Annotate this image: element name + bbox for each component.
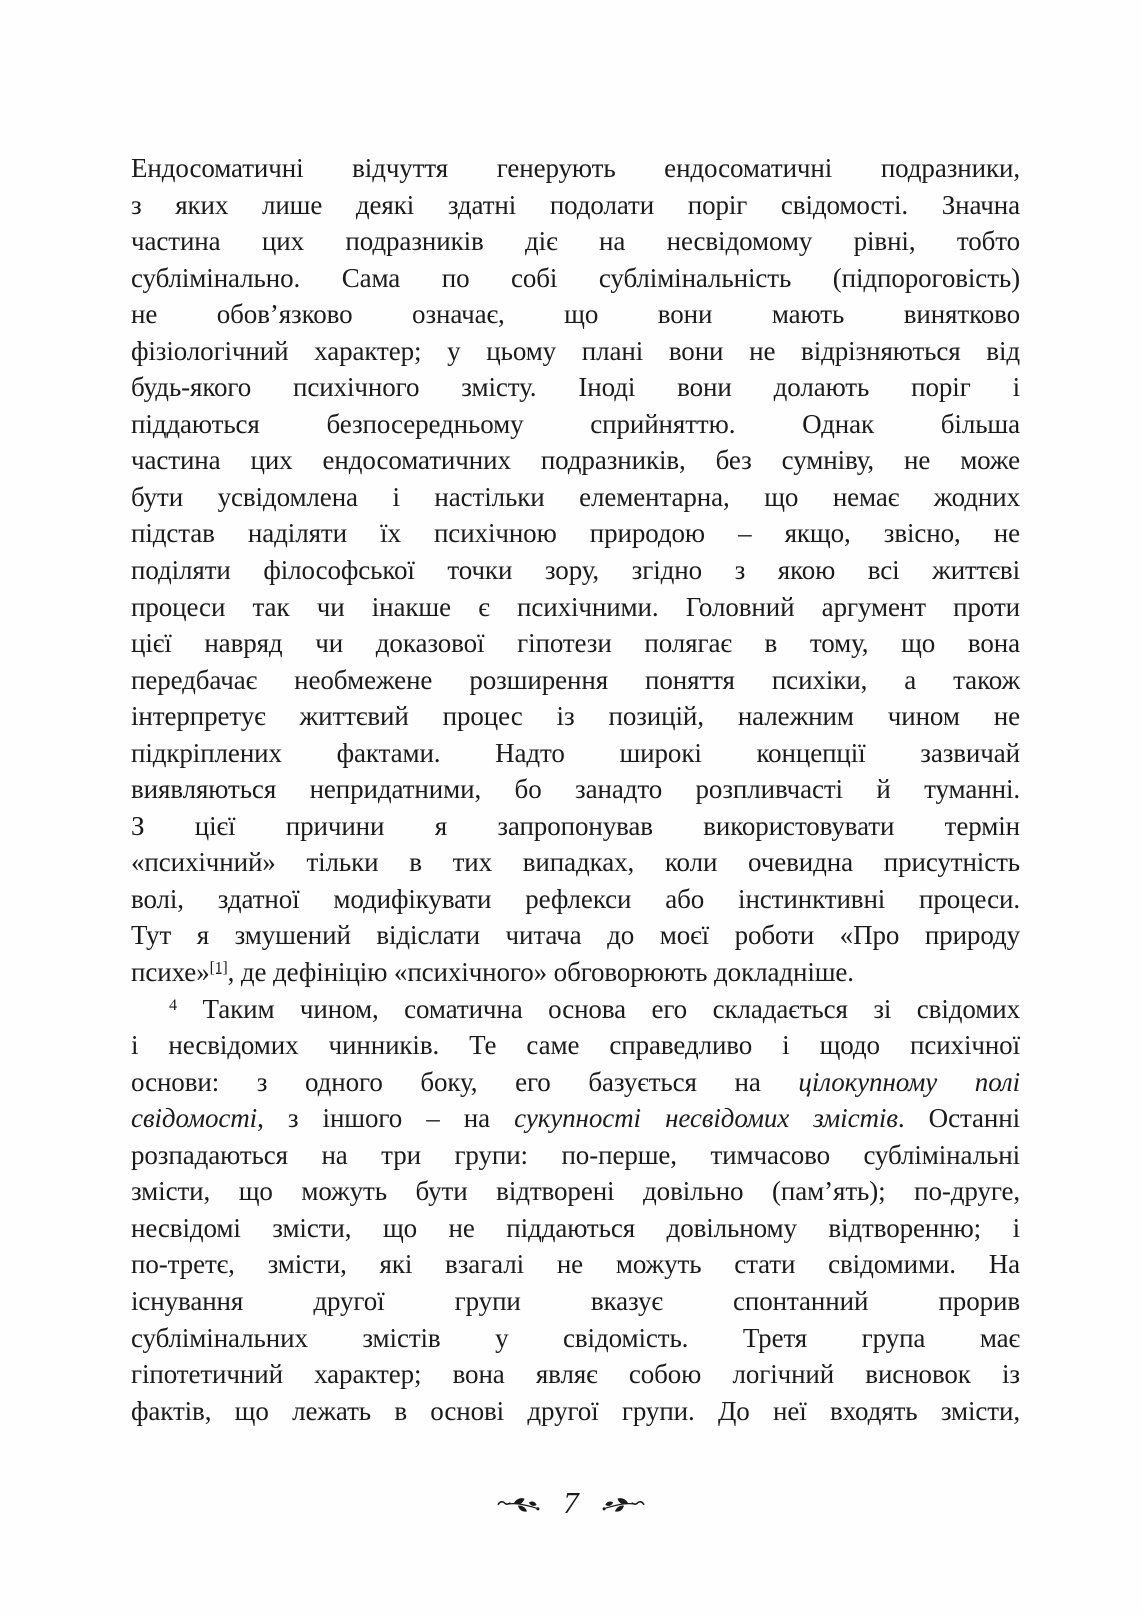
text-line: виявляються непридатними, бо занадто розпливчасті й туманні. bbox=[131, 774, 1020, 805]
text-line: Ендосоматичні відчуття генерують ендосоматичні подразники, bbox=[131, 153, 1020, 183]
footer bbox=[0, 1487, 1142, 1522]
text-line: частина цих подразників діє на несвідомому рівні, тобто bbox=[131, 226, 1020, 257]
text-line: по-третє, змісти, які взагалі не можуть стати свідомими. На bbox=[131, 1249, 1020, 1280]
text-line: передбачає необмежене розширення поняття психіки, а також bbox=[131, 664, 1020, 695]
text-line: і несвідомих чинників. Те саме справедливо і щодо психічної bbox=[131, 1030, 1020, 1061]
italic-text: сукупності несвідомих змістів bbox=[514, 1103, 898, 1134]
text-line: розпадаються на три групи: по-перше, тимчасово сублімінальні bbox=[131, 1139, 1020, 1170]
text-line: З цієї причини я запропонував використовувати термін bbox=[131, 810, 1020, 841]
text-line: підстав наділяти їх психічною природою – якщо, звісно, не bbox=[131, 518, 1020, 549]
text-line: волі, здатної модифікувати рефлекси або інстинктивні процеси. bbox=[131, 883, 1020, 914]
italic-text: свідомості bbox=[131, 1103, 258, 1134]
text-line: «психічний» тільки в тих випадках, коли очевидна присутність bbox=[131, 847, 1020, 878]
text-line: цієї навряд чи доказової гіпотези полягає в тому, що вона bbox=[131, 628, 1020, 659]
text-line: фізіологічний характер; у цьому плані вони не відрізняються від bbox=[131, 335, 1020, 366]
text-line: несвідомі змісти, що не піддаються довільному відтворенню; і bbox=[131, 1212, 1020, 1243]
text-line: психе»[1], де дефініцію «психічного» обговорюють докладніше. bbox=[131, 957, 854, 988]
text-line: не обов’язково означає, що вони мають винятково bbox=[131, 299, 1020, 330]
text-line: бути усвідомлена і настільки елементарна, що немає жодних bbox=[131, 481, 1020, 512]
text-line: піддаються безпосередньому сприйняттю. Однак більша bbox=[131, 408, 1020, 439]
text-line: з яких лише деякі здатні подолати поріг свідомості. Значна bbox=[131, 189, 1020, 220]
text-line: підкріплених фактами. Надто широкі концепції зазвичай bbox=[131, 737, 1020, 768]
paragraph bbox=[131, 991, 1020, 1430]
page-number: 7 bbox=[563, 1485, 579, 1520]
text-line: змісти, що можуть бути відтворені довільно (пам’ять); по-друге, bbox=[131, 1176, 1020, 1207]
text-line: гіпотетичний характер; вона являє собою логічний висновок із bbox=[131, 1359, 1020, 1390]
text-line: частина цих ендосоматичних подразників, без сумніву, не може bbox=[131, 445, 1020, 476]
paragraph bbox=[131, 150, 1020, 991]
text-line: основи: з одного боку, его базується на цілокупному полі bbox=[131, 1066, 1020, 1097]
text-line: сублімінально. Сама по собі сублімінальність (підпороговість) bbox=[131, 262, 1020, 293]
text-line: Тут я змушений відіслати читача до моєї роботи «Про природу bbox=[131, 920, 1020, 951]
text-line: інтерпретує життєвий процес із позицій, належним чином не bbox=[131, 701, 1020, 732]
text-line: свідомості, з іншого – на сукупності несвідомих змістів. Останні bbox=[131, 1103, 1020, 1134]
text-line: фактів, що лежать в основі другої групи. До неї входять змісти, bbox=[131, 1395, 1020, 1426]
italic-text: цілокупному полі bbox=[798, 1066, 1020, 1097]
paragraph-number: 4 bbox=[169, 995, 177, 1014]
text-line: будь-якого психічного змісту. Іноді вони долають поріг і bbox=[131, 372, 1020, 403]
text-line: поділяти філософської точки зору, згідно з якою всі життєві bbox=[131, 555, 1020, 586]
footer-ornament-right-icon bbox=[599, 1495, 645, 1515]
text-block bbox=[131, 150, 1020, 1429]
text-line: існування другої групи вказує спонтанний прорив bbox=[131, 1285, 1020, 1316]
footer-ornament-left-icon bbox=[497, 1495, 543, 1515]
text-line: $^4$ Таким чином, соматична основа его складається зі свідомих bbox=[169, 993, 1020, 1024]
text-line: сублімінальних змістів у свідомість. Третя група має bbox=[131, 1322, 1020, 1353]
text-line: процеси так чи інакше є психічними. Головний аргумент проти bbox=[131, 591, 1020, 622]
footnote-ref[interactable]: [1] bbox=[209, 959, 228, 977]
